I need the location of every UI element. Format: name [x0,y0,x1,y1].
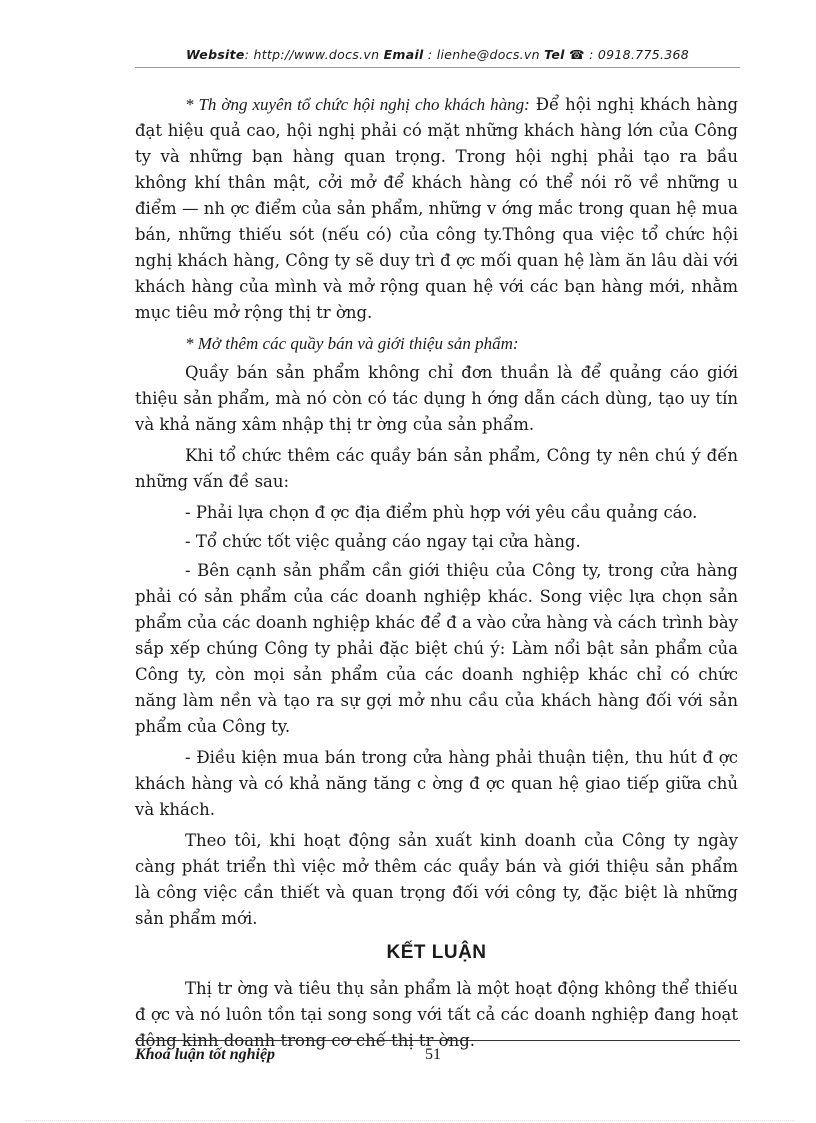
list-item-in-store-ads: - Tổ chức tốt việc quảng cáo ngay tại cửa hàng. [185,532,581,551]
email-label: Email [383,47,424,62]
list-item-conditions: - Điều kiện mua bán trong cửa hàng phải thuận tiện, thu hút đ ợc khách hàng và có khả năng tăng c ờng đ ợc quan hệ giao tiếp giữa chủ và khách. [135,748,738,819]
footer-thesis-label: Khoá luận tốt nghiệp [135,1046,276,1063]
list-item-other-products: - Bên cạnh sản phẩm cần giới thiệu của Công ty, trong cửa hàng phải có sản phẩm của các doanh nghiệp khác. Song việc lựa chọn sản phẩm của các doanh nghiệp khác để đ a vào cửa hàng và cách trình bày sắp xếp chúng Công ty phải đặc biệt chú ý: Làm nổi bật sản phẩm của Công ty, còn mọi sản phẩm của các doanh nghiệp khác chỉ có chức năng làm nền và tạo ra sự gợi mở nhu cầu của khách hàng đối với sản phẩm của Công ty. [135,561,738,736]
paragraph-customer-conference-text: Để hội nghị khách hàng đạt hiệu quả cao, hội nghị phải có mặt những khách hàng lớn của Công ty và những bạn hàng quan trọng. Trong hội nghị phải tạo ra bầu không khí thân mật, cởi mở để khách hàng có thể nói rõ về những u điểm — nh ợc điểm của sản phẩm, những v ớng mắc trong quan hệ mua bán, những thiếu sót (nếu có) của công ty.Thông qua việc tổ chức hội nghị khách hàng, Công ty sẽ duy trì đ ợc mối quan hệ làm ăn lâu dài với khách hàng của mình và mở rộng quan hệ với các bạn hàng mới, nhằm mục tiêu mở rộng thị tr ờng. [135,95,739,322]
paragraph-customer-conference [135,92,738,326]
header-divider [135,67,740,68]
footer-divider [135,1040,740,1041]
paragraph-counter-notes: Khi tổ chức thêm các quầy bán sản phẩm, Công ty nên chú ý đến những vấn đề sau: [135,446,738,491]
paragraph-counter-purpose: Quầy bán sản phẩm không chỉ đơn thuần là để quảng cáo giới thiệu sản phẩm, mà nó còn có tác dụng h ớng dẫn cách dùng, tạo uy tín và khả năng xâm nhập thị tr ờng của sản phẩm. [135,363,738,434]
tel-label: Tel [544,47,565,62]
section-title-conclusion: KẾT LUẬN [386,942,487,963]
paragraph-opinion: Theo tôi, khi hoạt động sản xuất kinh doanh của Công ty ngày càng phát triển thì việc mở thêm các quầy bán và giới thiệu sản phẩm là công việc cần thiết và quan trọng đối với công ty, đặc biệt là những sản phẩm mới. [135,831,738,928]
document-body [135,92,738,1059]
phone-icon: ☎ [568,47,585,62]
page-header [135,47,740,62]
heading-sales-counters [135,331,738,357]
website-label: Website [186,47,245,62]
page-number: 51 [425,1046,441,1063]
email-value: : lienhe@docs.vn [423,47,545,62]
paragraph-conclusion: Thị tr ờng và tiêu thụ sản phẩm là một hoạt động không thể thiếu đ ợc và nó luôn tồn tại song song với tất cả các doanh nghiệp đang hoạt động kinh doanh trong cơ chế thị tr ờng. [135,979,738,1050]
website-value: : http://www.docs.vn [244,47,384,62]
page-bottom-border [25,1120,795,1121]
tel-value: : 0918.775.368 [584,47,689,62]
heading-sales-counters-text: * Mở thêm các quầy bán và giới thiệu sản phẩm: [185,334,519,353]
heading-customer-conference: * Th ờng xuyên tổ chức hội nghị cho khách hàng: [185,95,530,114]
list-item-location: - Phải lựa chọn đ ợc địa điểm phù hợp với yêu cầu quảng cáo. [185,503,698,522]
